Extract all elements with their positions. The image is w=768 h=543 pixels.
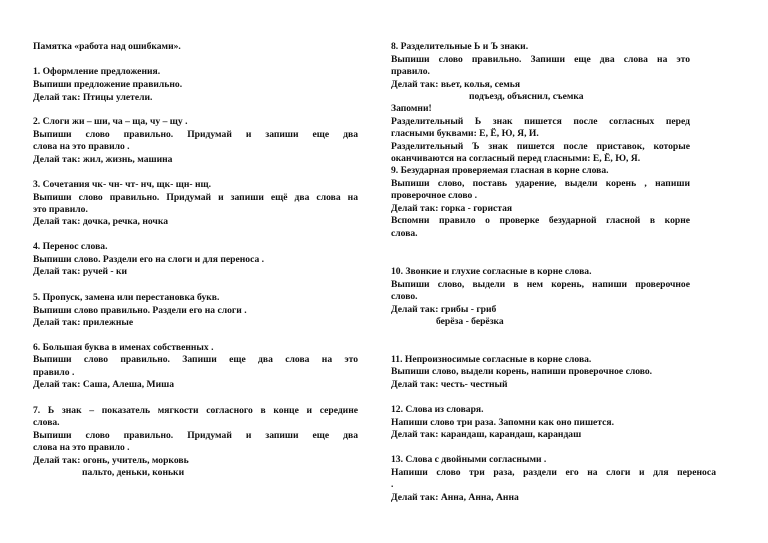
- s9-heading: 9. Безударная проверяемая гласная в корне слова.: [391, 165, 609, 176]
- s3-heading: 3. Сочетания чк- чн- чт- нч, щк- щн- нщ.: [33, 179, 211, 190]
- s1-instruction: Выпиши предложение правильно.: [33, 79, 183, 90]
- s13-instruction-1: Напиши слово три раза, раздели его на слоги и для переноса: [391, 467, 716, 478]
- s10-example-1: Делай так: грибы - гриб: [391, 304, 497, 315]
- s5-example: Делай так: прилежные: [33, 317, 134, 328]
- s7-heading-1: 7. Ь знак – показатель мягкости согласного в конце и середине: [33, 405, 358, 416]
- s3-instruction-2: это правило.: [33, 204, 88, 215]
- s5-instruction: Выпиши слово правильно. Раздели его на слоги .: [33, 305, 247, 316]
- s11-instruction: Выпиши слово, выдели корень, напиши проверочное слово.: [391, 366, 653, 377]
- s4-instruction: Выпиши слово. Раздели его на слоги и для переноса .: [33, 254, 265, 265]
- s12-heading: 12. Слова из словаря.: [391, 404, 484, 415]
- s7-heading-2: слова.: [33, 417, 60, 428]
- s8-rule-1b: гласными буквами: Е, Ё, Ю, Я, И.: [391, 128, 539, 139]
- s8-rule-2b: оканчиваются на согласный перед гласными: Е, Ё, Ю, Я.: [391, 153, 641, 164]
- s8-heading: 8. Разделительные Ь и Ъ знаки.: [391, 41, 529, 52]
- s10-instruction-2: слово.: [391, 291, 418, 302]
- s5-heading: 5. Пропуск, замена или перестановка букв.: [33, 292, 220, 303]
- s13-instruction-2: .: [391, 479, 394, 490]
- s8-rule-2a: Разделительный Ъ знак пишется после приставок, которые: [391, 141, 690, 152]
- memo-title: Памятка «работа над ошибками».: [33, 41, 181, 52]
- s4-heading: 4. Перенос слова.: [33, 241, 108, 252]
- s7-instruction-1: Выпиши слово правильно. Придумай и запиши еще два: [33, 430, 358, 441]
- s8-instruction-1: Выпиши слово правильно. Запиши еще два слова на это: [391, 54, 690, 65]
- s13-example: Делай так: Анна, Анна, Анна: [391, 492, 519, 503]
- s9-instruction-2: проверочное слово .: [391, 190, 478, 201]
- s9-note-2: слова.: [391, 228, 418, 239]
- s9-example: Делай так: горка - гористая: [391, 203, 513, 214]
- s10-example-2: берёза - берёзка: [436, 316, 504, 327]
- s6-instruction-1: Выпиши слово правильно. Запиши еще два слова на это: [33, 354, 358, 365]
- s12-instruction: Напиши слово три раза. Запомни как оно пишется.: [391, 417, 614, 428]
- s6-instruction-2: правило .: [33, 367, 75, 378]
- s2-instruction-1: Выпиши слово правильно. Придумай и запиши еще два: [33, 129, 358, 140]
- s10-heading: 10. Звонкие и глухие согласные в корне слова.: [391, 266, 592, 277]
- s1-example: Делай так: Птицы улетели.: [33, 92, 153, 103]
- s9-note-1: Вспомни правило о проверке безударной гласной в корне: [391, 215, 690, 226]
- s7-example-1: Делай так: огонь, учитель, морковь: [33, 455, 189, 466]
- s3-instruction-1: Выпиши слово правильно. Придумай и запиши ещё два слова на: [33, 192, 358, 203]
- s12-example: Делай так: карандаш, карандаш, карандаш: [391, 429, 582, 440]
- s11-example: Делай так: честь- честный: [391, 379, 508, 390]
- s6-heading: 6. Большая буква в именах собственных .: [33, 342, 214, 353]
- s11-heading: 11. Непроизносимые согласные в корне слова.: [391, 354, 592, 365]
- s9-instruction-1: Выпиши слово, поставь ударение, выдели корень , напиши: [391, 178, 690, 189]
- s8-instruction-2: правило.: [391, 66, 430, 77]
- s8-example-1: Делай так: вьет, колья, семья: [391, 79, 521, 90]
- s2-heading: 2. Слоги жи – ши, ча – ща, чу – щу .: [33, 116, 188, 127]
- s7-example-2: пальто, деньки, коньки: [82, 467, 185, 478]
- s3-example: Делай так: дочка, речка, ночка: [33, 216, 169, 227]
- s8-rule-1a: Разделительный Ь знак пишется после согласных перед: [391, 116, 690, 127]
- s1-heading: 1. Оформление предложения.: [33, 66, 161, 77]
- s13-heading: 13. Слова с двойными согласными .: [391, 454, 547, 465]
- s7-instruction-2: слова на это правило .: [33, 442, 130, 453]
- s4-example: Делай так: ручей - ки: [33, 266, 128, 277]
- s2-instruction-2: слова на это правило .: [33, 141, 130, 152]
- s10-instruction-1: Выпиши слово, выдели в нем корень, напиши проверочное: [391, 279, 690, 290]
- s2-example: Делай так: жил, жизнь, машина: [33, 154, 173, 165]
- s6-example: Делай так: Саша, Алеша, Миша: [33, 379, 174, 390]
- s8-example-2: подъезд, объяснил, съемка: [469, 91, 584, 102]
- s8-remember: Запомни!: [391, 103, 432, 114]
